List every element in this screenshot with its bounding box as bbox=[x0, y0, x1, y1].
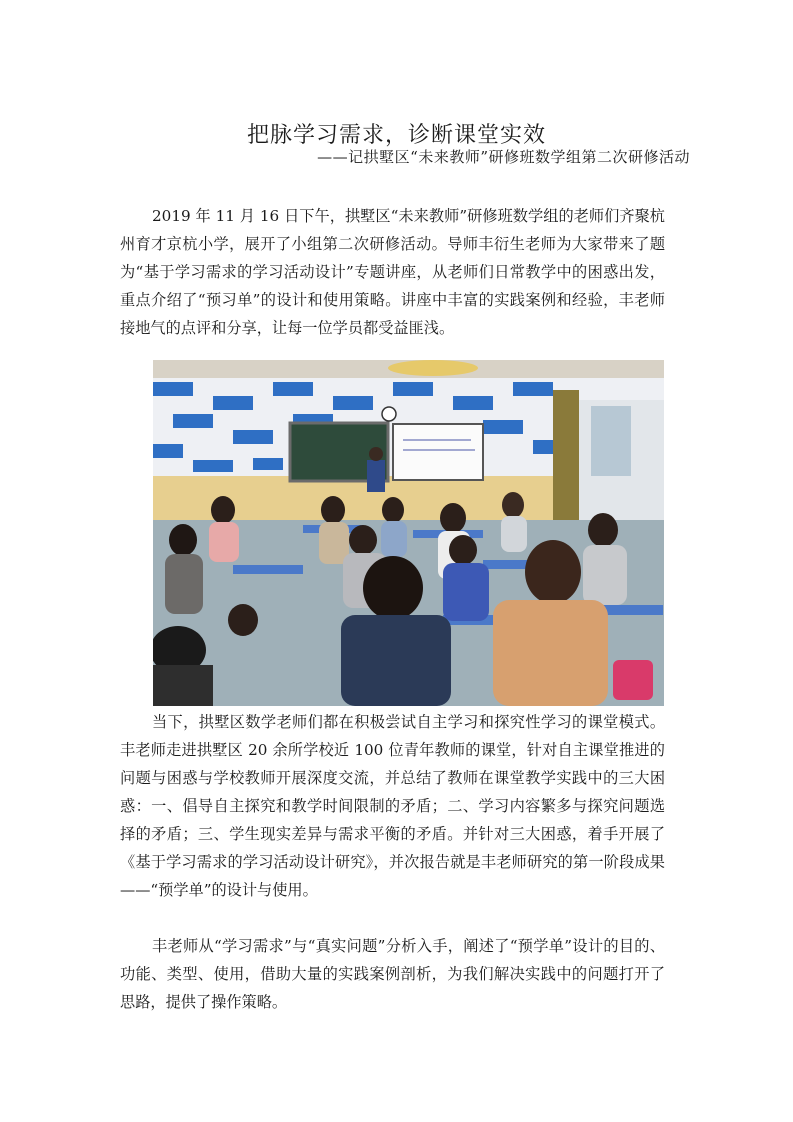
article-title: 把脉学习需求，诊断课堂实效 bbox=[246, 122, 546, 148]
paragraph-intro: 2019 年 11 月 16 日下午，拱墅区“未来教师”研修班数学组的老师们齐聚杭州育才京杭小学，展开了小组第二次研修活动。导师丰衍生老师为大家带来了题为“基于学习需求的学习活动设计”专题讲座，从老师们日常教学中的困惑出发，重点介绍了“预习单”的设计和使用策略。讲座中丰富的实践案例和经验，丰老师接地气的点评和分享，让每一位学员都受益匪浅。 bbox=[120, 207, 665, 337]
paragraph-lecture: 丰老师从“学习需求”与“真实问题”分析入手，阐述了“预学单”设计的目的、功能、类型、使用，借助大量的实践案例剖析，为我们解决实践中的问题打开了思路，提供了操作策略。 bbox=[120, 937, 665, 1011]
article-subtitle: ——记拱墅区“未来教师”研修班数学组第二次研修活动 bbox=[317, 148, 690, 166]
paragraph-background: 当下，拱墅区数学老师们都在积极尝试自主学习和探究性学习的课堂模式。丰老师走进拱墅区 20 余所学校近 100 位青年教师的课堂，针对自主课堂推进的问题与困惑与学校教师开展深度交流，并总结了教师在课堂教学实践中的三大困惑：一、倡导自主探究和教学时间限制的矛盾；二、学习内容繁多与探究问题选择的矛盾；三、学生现实差异与需求平衡的矛盾。并针对三大困惑，着手开展了《基于学习需求的学习活动设计研究》，并次报告就是丰老师研究的第一阶段成果——“预学单”的设计与使用。 bbox=[120, 713, 665, 899]
classroom-photo bbox=[153, 360, 664, 706]
